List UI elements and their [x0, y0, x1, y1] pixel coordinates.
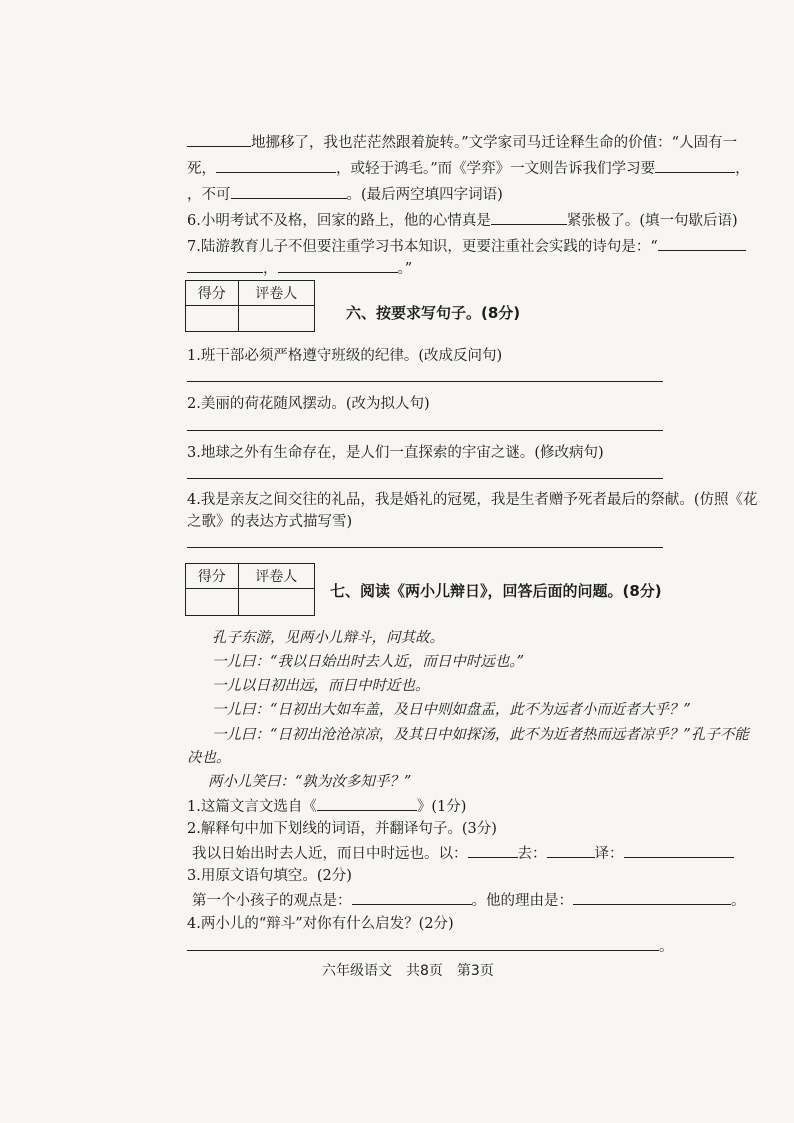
s6-item-1: 1.班干部必须严格遵守班级的纪律。(改成反问句) — [187, 348, 503, 364]
answer-blank[interactable] — [573, 890, 731, 905]
s7-question-4: 4.两小儿的“辩斗”对你有什么启发？(2分) — [187, 916, 454, 932]
s7-question-4-answer: 。 — [187, 936, 674, 957]
grader-cell[interactable] — [238, 306, 314, 332]
answer-blank[interactable] — [278, 258, 398, 273]
s7-question-2-sentence: 我以日始出时去人近，而日中时远也。以： 去： 译： — [192, 843, 734, 864]
answer-blank[interactable] — [624, 843, 734, 858]
score-header: 得分 — [186, 281, 239, 306]
passage-line-4: 一儿曰：“日初出大如车盖，及日中则如盘盂，此不为远者小而近者大乎？” — [212, 702, 691, 718]
passage-line-3: 一儿以日初出远，而日中时近也。 — [212, 678, 430, 694]
answer-line[interactable] — [187, 478, 663, 479]
s6-item-2: 2.美丽的荷花随风摆动。(改为拟人句) — [187, 396, 430, 412]
s7-question-1: 1.这篇文言文选自《 》(1分) — [187, 796, 466, 817]
answer-blank[interactable] — [658, 236, 746, 251]
passage-line-7: 两小儿笑曰：“孰为汝多知乎？” — [208, 774, 412, 790]
grader-cell[interactable] — [238, 589, 314, 616]
answer-line[interactable] — [187, 430, 663, 431]
passage-line-5: 一儿曰：“日初出沧沧凉凉，及其日中如探汤，此不为近者热而远者凉乎？”孔子不能 — [212, 727, 749, 743]
section-6-title: 六、按要求写句子。(8分) — [346, 304, 521, 322]
question-7: 7.陆游教育儿子不但要注重学习书本知识，更要注重社会实践的诗句是：“ — [187, 236, 746, 257]
answer-line[interactable] — [187, 547, 663, 548]
answer-blank[interactable] — [352, 890, 472, 905]
s7-question-3: 3.用原文语句填空。(2分) — [187, 868, 352, 884]
score-table-7 — [185, 563, 315, 616]
question-7-cont: ， 。” — [187, 258, 412, 279]
answer-blank[interactable] — [547, 843, 595, 858]
score-header: 得分 — [186, 564, 239, 589]
s6-item-4-cont: 之歌》的表达方式描写雪) — [187, 514, 353, 530]
page-footer: 六年级语文 共8页 第3页 — [322, 963, 494, 979]
s7-question-2: 2.解释句中加下划线的词语，并翻译句子。(3分) — [187, 821, 497, 837]
fill-line-2: 死， ，或轻于鸿毛。”而《学弈》一文则告诉我们学习要 ， — [187, 158, 750, 179]
score-cell[interactable] — [186, 589, 239, 616]
answer-blank[interactable] — [216, 158, 336, 173]
answer-blank[interactable] — [468, 843, 518, 858]
grader-header: 评卷人 — [238, 281, 314, 306]
answer-line[interactable] — [187, 381, 663, 382]
answer-blank[interactable] — [187, 132, 251, 147]
answer-blank[interactable] — [187, 258, 263, 273]
answer-blank[interactable] — [187, 936, 659, 951]
score-table-6 — [185, 280, 315, 332]
question-6: 6.小明考试不及格，回家的路上，他的心情真是 紧张极了。(填一句歇后语) — [187, 210, 738, 231]
s6-item-4: 4.我是亲友之间交往的礼品，我是婚礼的冠冕，我是生者赠予死者最后的祭献。(仿照《花 — [187, 492, 758, 508]
section-7-title: 七、阅读《两小儿辩日》，回答后面的问题。(8分) — [330, 582, 662, 600]
score-cell[interactable] — [186, 306, 239, 332]
passage-line-6: 决也。 — [187, 750, 231, 766]
passage-line-2: 一儿曰：“我以日始出时去人近，而日中时远也。” — [212, 654, 525, 670]
s7-question-3-fill: 第一个小孩子的观点是： 。他的理由是： 。 — [192, 890, 746, 911]
grader-header: 评卷人 — [238, 564, 314, 589]
answer-blank[interactable] — [491, 210, 567, 225]
answer-blank[interactable] — [231, 184, 347, 199]
answer-blank[interactable] — [317, 796, 417, 811]
s6-item-3: 3.地球之外有生命存在，是人们一直探索的宇宙之谜。(修改病句) — [187, 445, 604, 461]
fill-line-3: ，不可 。(最后两空填四字词语) — [187, 184, 503, 205]
answer-blank[interactable] — [655, 158, 735, 173]
passage-line-1: 孔子东游，见两小儿辩斗，问其故。 — [212, 630, 444, 646]
fill-line-1: 地挪移了，我也茫茫然跟着旋转。”文学家司马迁诠释生命的价值：“人固有一 — [187, 132, 737, 153]
